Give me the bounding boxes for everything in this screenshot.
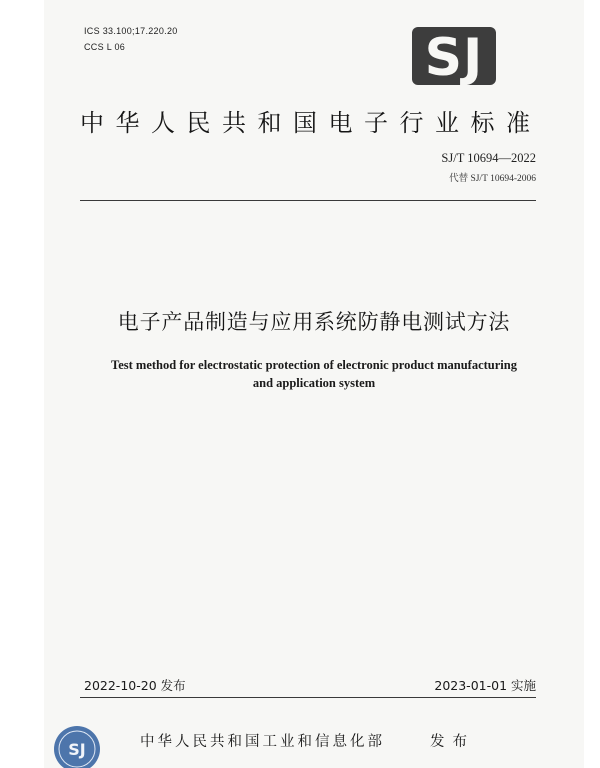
ministry-seal-icon (52, 724, 102, 768)
issuer-name: 中华人民共和国工业和信息化部 (140, 734, 385, 750)
ics-code: ICS 33.100;17.220.20 (84, 26, 178, 36)
standard-cover-page (44, 0, 584, 768)
standard-number: SJ/T 10694—2022 (441, 151, 536, 165)
top-divider (80, 200, 536, 201)
english-title-line-2: and application system (252, 376, 376, 390)
implement-date: 2023-01-01 实施 (434, 678, 536, 693)
bottom-divider (80, 697, 536, 698)
chinese-title: 电子产品制造与应用系统防静电测试方法 (117, 310, 511, 334)
seal-text: SJ (68, 740, 86, 759)
release-date: 2022-10-20 发布 (84, 678, 186, 693)
standard-type-heading: 中华人民共和国电子行业标准 (80, 109, 542, 137)
sj-logo-text: SJ (424, 28, 484, 87)
replaces-standard: 代替 SJ/T 10694-2006 (449, 174, 536, 184)
english-title (84, 356, 544, 392)
sj-logo (406, 25, 502, 87)
english-title-line-1: Test method for electrostatic protection of electronic product manufacturing (111, 358, 517, 372)
issue-label: 发布 (430, 734, 475, 750)
ccs-code: CCS L 06 (84, 42, 126, 52)
